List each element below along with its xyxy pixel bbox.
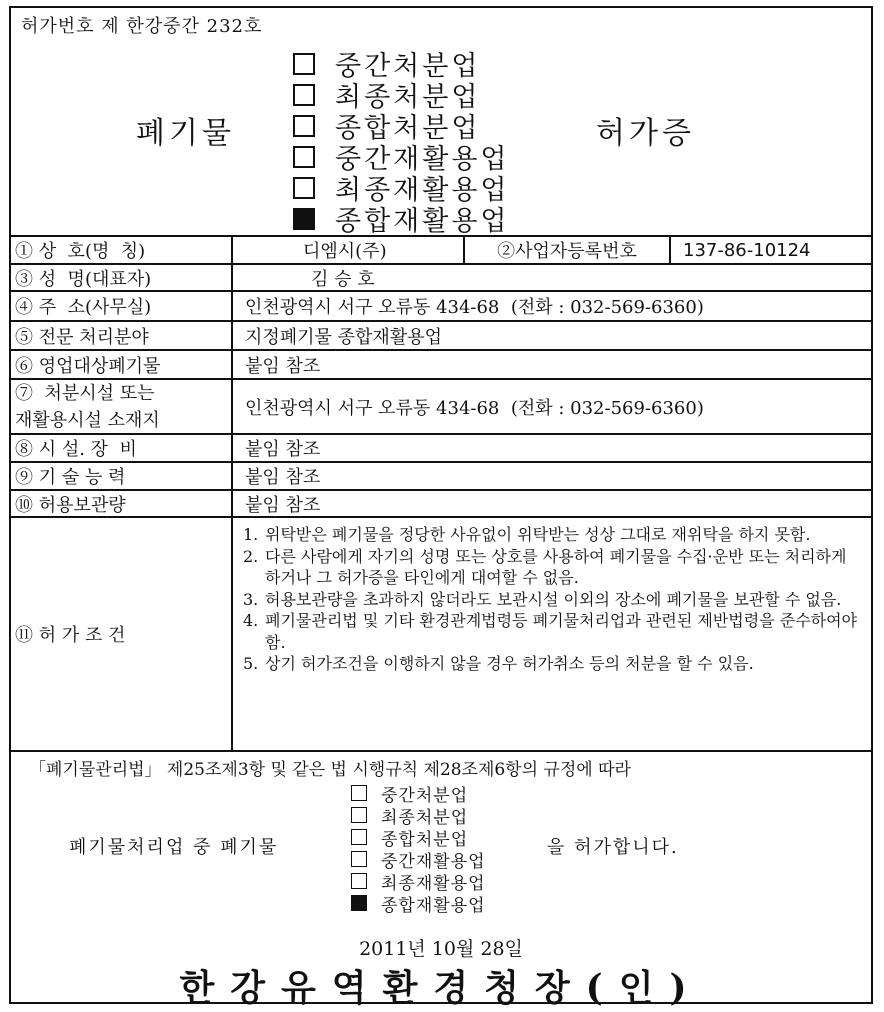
unchecked-box-icon: [351, 807, 367, 823]
facility-loc-label-line2: 재활용시설 소재지: [15, 409, 160, 431]
rep-value: 김 승 호: [311, 268, 375, 290]
unchecked-box-icon: [351, 829, 367, 845]
unchecked-box-icon: [293, 177, 315, 199]
condition-text: 허용보관량을 초과하지 않더라도 보관시설 이외의 장소에 폐기물을 보관할 수 없음.: [265, 589, 842, 609]
waste-label: ⑥ 영업대상폐기물: [11, 351, 233, 378]
facility-loc-label: [11, 380, 233, 433]
issue-date: 2011년 10월 28일: [359, 938, 523, 960]
condition-text: 위탁받은 폐기물을 정당한 사유없이 위탁받는 성상 그대로 재위탁을 하지 못함.: [265, 525, 811, 544]
row-tech: [11, 461, 871, 489]
unchecked-box-icon: [293, 115, 315, 137]
row-facility-location: [11, 378, 871, 433]
law-line: 「폐기물관리법」 제25조제3항 및 같은 법 시행규칙 제28조제6항의 규정에 따라: [29, 760, 631, 780]
business-type-option: [351, 826, 486, 848]
condition-number: 2.: [243, 546, 259, 566]
row-name: [11, 235, 871, 263]
condition-number: 4.: [243, 611, 259, 630]
permit-number: 허가번호 제 한강중간 232호: [21, 16, 263, 37]
facility-loc-value: 인천광역시 서구 오류동 434-68 (전화 : 032-569-6360): [245, 397, 704, 419]
biz-no-label: ②사업자등록번호: [463, 237, 671, 263]
unchecked-box-icon: [351, 873, 367, 889]
facility-loc-label-line1: ⑦ 처분시설 또는: [15, 382, 155, 404]
permit-document: [9, 6, 873, 1009]
business-type-label: 중간처분업: [381, 785, 469, 806]
unchecked-box-icon: [293, 53, 315, 75]
checked-box-icon: [293, 208, 315, 230]
field-label: ⑤ 전문 처리분야: [11, 322, 233, 349]
row-storage: [11, 489, 871, 516]
unchecked-box-icon: [351, 785, 367, 801]
waste-value: 붙임 참조: [245, 355, 321, 377]
addr-label: ④ 주 소(사무실): [11, 292, 233, 320]
condition-number: 1.: [243, 525, 259, 544]
addr-value: 인천광역시 서구 오류동 434-68 (전화 : 032-569-6360): [245, 297, 704, 318]
business-type-option: [351, 782, 486, 804]
business-type-label: 종합재활용업: [335, 206, 510, 237]
condition-item: [243, 546, 863, 589]
business-type-label: 최종재활용업: [335, 175, 510, 206]
condition-text: 폐기물관리법 및 기타 환경관계법령등 폐기물처리업과 관련된 제반법령을 준수하여야 함.: [265, 611, 858, 652]
name-value: 디엠시(주): [303, 241, 387, 262]
condition-number: 3.: [243, 589, 259, 609]
tech-value: 붙임 참조: [245, 467, 321, 488]
unchecked-box-icon: [293, 84, 315, 106]
business-type-label: 중간재활용업: [381, 851, 486, 872]
row-address: [11, 290, 871, 320]
condition-item: [243, 524, 863, 546]
checked-box-icon: [351, 895, 367, 911]
business-type-option: [351, 892, 486, 914]
business-type-label: 중간재활용업: [335, 144, 510, 175]
condition-text: 상기 허가조건을 이행하지 않을 경우 허가취소 등의 처분을 할 수 있음.: [265, 654, 754, 673]
unchecked-box-icon: [351, 851, 367, 867]
storage-label: ⑩ 허용보관량: [11, 491, 233, 516]
footer-business-type-options: [351, 782, 486, 914]
footer-left-text: 폐기물처리업 중 폐기물: [69, 837, 279, 858]
business-type-label: 종합재활용업: [381, 895, 486, 916]
business-type-option: [351, 804, 486, 826]
business-type-label: 최종처분업: [381, 807, 469, 828]
row-conditions: [11, 516, 871, 750]
conditions-list: [243, 524, 863, 675]
field-value: 지정폐기물 종합재활용업: [245, 326, 442, 348]
business-type-option: [293, 203, 510, 237]
business-type-label: 중간처분업: [335, 51, 481, 82]
row-representative: [11, 263, 871, 290]
business-type-label: 최종처분업: [335, 82, 481, 113]
condition-item: [243, 589, 863, 611]
business-type-label: 종합처분업: [381, 829, 469, 850]
cond-label: ⑪ 허 가 조 건: [11, 518, 233, 750]
equip-value: 붙임 참조: [245, 439, 321, 460]
condition-text: 다른 사람에게 자기의 성명 또는 상호를 사용하여 폐기물을 수집·운반 또는 처리하게 하거나 그 허가증을 타인에게 대여할 수 없음.: [265, 546, 847, 587]
name-label: ① 상 호(명 칭): [11, 237, 233, 263]
row-field: [11, 320, 871, 349]
business-type-label: 최종재활용업: [381, 873, 486, 894]
condition-number: 5.: [243, 654, 259, 673]
footer: [11, 750, 871, 1009]
condition-item: [243, 610, 863, 653]
business-type-option: [351, 870, 486, 892]
row-waste: [11, 349, 871, 378]
business-type-label: 종합처분업: [335, 113, 481, 144]
business-type-option: [351, 848, 486, 870]
storage-value: 붙임 참조: [245, 494, 321, 516]
title-left: 폐기물: [136, 116, 235, 151]
business-type-options: [293, 48, 510, 237]
footer-right-text: 을 허가합니다.: [547, 837, 679, 858]
row-equipment: [11, 433, 871, 461]
issuer: 한강유역환경청장(인): [179, 967, 703, 1009]
equip-label: ⑧ 시 설. 장 비: [11, 435, 233, 461]
biz-no-value: 137-86-10124: [683, 239, 811, 261]
title-right: 허가증: [596, 116, 695, 151]
condition-item: [243, 653, 863, 675]
tech-label: ⑨ 기 술 능 력: [11, 463, 233, 489]
unchecked-box-icon: [293, 146, 315, 168]
rep-label: ③ 성 명(대표자): [11, 265, 233, 290]
